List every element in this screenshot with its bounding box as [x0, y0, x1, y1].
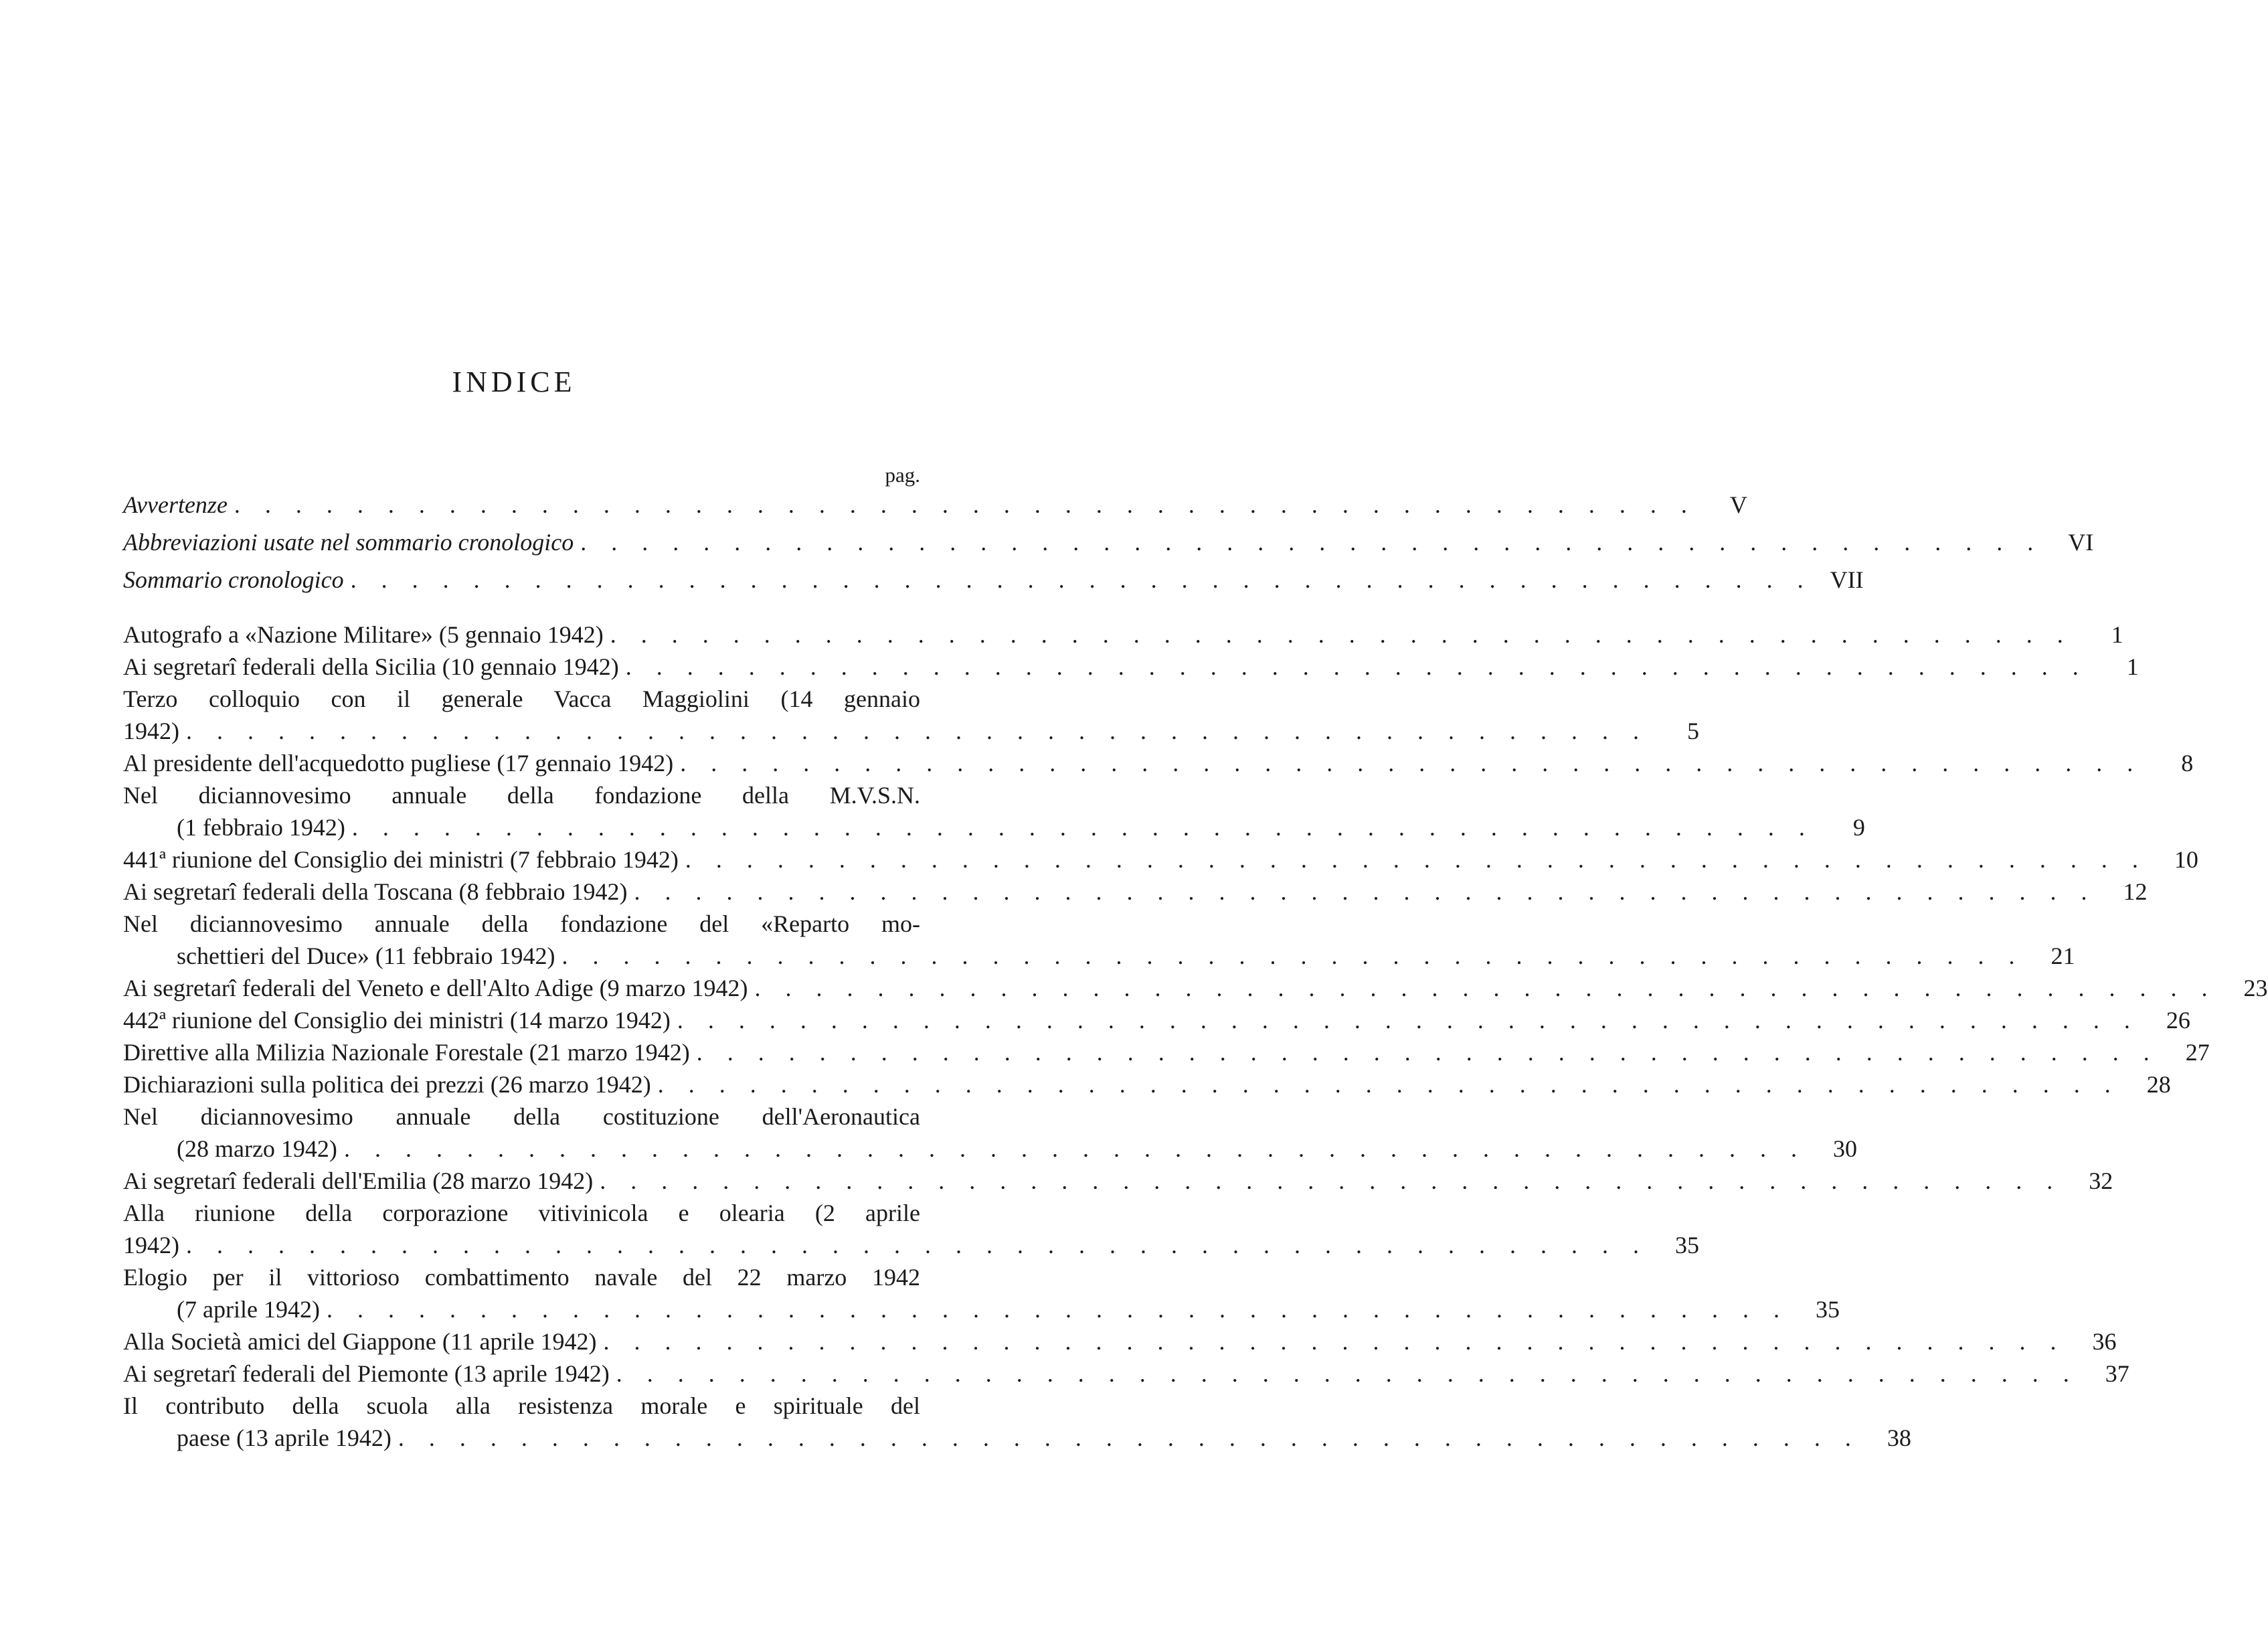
toc-entry-page-number: 36 — [2092, 1328, 2117, 1355]
toc-entry-title: 442ª riunione del Consiglio dei ministri (14 marzo 1942) — [123, 1007, 671, 1034]
toc-entry-title: Al presidente dell'acquedotto pugliese (17 gennaio 1942) — [123, 750, 674, 777]
dot-leader: . . . . . . . . . . . . . . . . . . . . . . . . . . . . . . . . . . . . . . . . . . . . . . . . — [186, 1232, 1648, 1258]
toc-entry — [123, 1261, 1840, 1325]
toc-entry-title: paese (13 aprile 1942) — [177, 1424, 391, 1451]
toc-entry-line — [123, 1422, 1911, 1454]
dot-leader: . . . . . . . . . . . . . . . . . . . . . . . . . . . . . . . . . . . . . . . . . . . . . . . . — [603, 1328, 2066, 1355]
toc-entry — [123, 1165, 2113, 1197]
toc-entry-title: 1942) — [123, 718, 179, 744]
toc-entry-line — [123, 1004, 2190, 1036]
toc-entry-line — [123, 1068, 2171, 1101]
toc-entry-line — [123, 940, 2075, 972]
dot-leader: . . . . . . . . . . . . . . . . . . . . . . . . . . . . . . . . . . . . . . . . . . . . . . . . — [680, 750, 2143, 777]
toc-entry-line — [123, 843, 2198, 876]
toc-entry — [123, 747, 2194, 779]
toc-entry-title: Sommario cronologico — [123, 566, 344, 593]
toc-entry — [123, 683, 1699, 747]
toc-entry-line — [123, 1036, 2210, 1068]
dot-leader: . . . . . . . . . . . . . . . . . . . . . . . . . . . . . . . . . . . . . . . . . . . . . . . . — [696, 1039, 2159, 1066]
dot-leader: . . . . . . . . . . . . . . . . . . . . . . . . . . . . . . . . . . . . . . . . . . . . . . . . — [561, 943, 2024, 969]
toc-entry-page-number: 5 — [1687, 718, 1699, 744]
toc-entry-title: Autografo a «Nazione Militare» (5 gennaio 1942) — [123, 621, 604, 648]
page-title: INDICE — [452, 365, 576, 398]
toc-entry-page-number: 30 — [1832, 1135, 1857, 1162]
toc-entry — [123, 1197, 1699, 1261]
toc-entry-title: schettieri del Duce» (11 febbraio 1942) — [177, 943, 555, 969]
toc-entry-line: Alla riunione della corporazione vitivinicola e olearia (2 aprile — [123, 1200, 920, 1226]
dot-leader: . . . . . . . . . . . . . . . . . . . . . . . . . . . . . . . . . . . . . . . . . . . . . . . . — [754, 975, 2217, 1001]
toc-entry-line — [123, 1165, 2113, 1197]
toc-entry-page-number: 38 — [1887, 1424, 1911, 1451]
toc-entry-title: Dichiarazioni sulla politica dei prezzi (26 marzo 1942) — [123, 1071, 651, 1098]
toc-entry-page-number: V — [1729, 491, 1747, 518]
toc-entry-line: Nel diciannovesimo annuale della fondazione della M.V.S.N. — [123, 782, 920, 809]
toc-entry — [123, 908, 2075, 972]
dot-leader: . . . . . . . . . . . . . . . . . . . . . . . . . . . . . . . . . . . . . . . . . . . . . . . . — [634, 878, 2097, 905]
toc-entry-page-number: 21 — [2051, 943, 2075, 969]
toc-entry-line: Nel diciannovesimo annuale della fondazione del «Reparto mo- — [123, 910, 920, 937]
toc-entry-title: 441ª riunione del Consiglio dei ministri (7 febbraio 1942) — [123, 846, 679, 873]
toc-entry — [123, 564, 1864, 596]
toc-entry-line — [123, 619, 2123, 651]
toc-entry-page-number: 32 — [2089, 1167, 2113, 1194]
toc-entry — [123, 489, 1747, 521]
dot-leader: . . . . . . . . . . . . . . . . . . . . . . . . . . . . . . . . . . . . . . . . . . . . . . . . — [677, 1007, 2140, 1034]
toc-entry-title: Ai segretarî federali dell'Emilia (28 marzo 1942) — [123, 1167, 594, 1194]
toc-entry — [123, 972, 2268, 1004]
toc-entry-page-number: VII — [1830, 566, 1864, 593]
toc-entry — [123, 779, 1865, 843]
toc-entry-page-number: 23 — [2243, 975, 2268, 1001]
toc-entry-page-number: 10 — [2174, 846, 2198, 873]
toc-entry-page-number: 26 — [2166, 1007, 2190, 1034]
dot-leader: . . . . . . . . . . . . . . . . . . . . . . . . . . . . . . . . . . . . . . . . . . . . . . . . — [580, 529, 2043, 556]
toc-entry — [123, 1068, 2171, 1101]
toc-entry-title: 1942) — [123, 1232, 179, 1258]
dot-leader: . . . . . . . . . . . . . . . . . . . . . . . . . . . . . . . . . . . . . . . . . . . . . . . . — [657, 1071, 2120, 1098]
toc-entry — [123, 526, 2094, 558]
toc-entry — [123, 843, 2198, 876]
toc-entry-title: Alla Società amici del Giappone (11 aprile 1942) — [123, 1328, 597, 1355]
toc-entry-line: Elogio per il vittorioso combattimento navale del 22 marzo 1942 — [123, 1264, 920, 1291]
toc-entry-line: Il contributo della scuola alla resistenza morale e spirituale del — [123, 1392, 920, 1419]
toc-entry-line — [123, 715, 1699, 747]
dot-leader: . . . . . . . . . . . . . . . . . . . . . . . . . . . . . . . . . . . . . . . . . . . . . . . . — [616, 1360, 2079, 1387]
dot-leader: . . . . . . . . . . . . . . . . . . . . . . . . . . . . . . . . . . . . . . . . . . . . . . . . — [685, 846, 2148, 873]
toc-entry — [123, 619, 2123, 651]
toc-entry-page-number: 35 — [1675, 1232, 1699, 1258]
toc-entry — [123, 651, 2139, 683]
toc-entry-page-number: VI — [2068, 529, 2094, 556]
dot-leader: . . . . . . . . . . . . . . . . . . . . . . . . . . . . . . . . . . . . . . . . . . . . . . . . — [234, 491, 1696, 518]
toc-entry-line — [123, 811, 1865, 843]
toc-entry — [123, 1390, 1911, 1454]
dot-leader: . . . . . . . . . . . . . . . . . . . . . . . . . . . . . . . . . . . . . . . . . . . . . . . . — [350, 566, 1813, 593]
toc-entry — [123, 876, 2148, 908]
toc-entry-page-number: 35 — [1815, 1296, 1840, 1323]
toc-entry — [123, 1101, 1857, 1165]
page-column-label: pag. — [885, 463, 920, 487]
dot-leader: . . . . . . . . . . . . . . . . . . . . . . . . . . . . . . . . . . . . . . . . . . . . . . . . — [600, 1167, 2063, 1194]
dot-leader: . . . . . . . . . . . . . . . . . . . . . . . . . . . . . . . . . . . . . . . . . . . . . . . . — [343, 1135, 1806, 1162]
toc-entry-line — [123, 1358, 2129, 1390]
dot-leader: . . . . . . . . . . . . . . . . . . . . . . . . . . . . . . . . . . . . . . . . . . . . . . . . — [610, 621, 2073, 648]
toc-entry-page-number: 37 — [2105, 1360, 2129, 1387]
toc-entry — [123, 1325, 2117, 1358]
toc-entry-page-number: 8 — [2181, 750, 2194, 777]
toc-entry-title: (28 marzo 1942) — [177, 1135, 337, 1162]
toc-entry-line — [123, 651, 2139, 683]
toc-entry-title: Ai segretarî federali della Toscana (8 febbraio 1942) — [123, 878, 628, 905]
toc-entry-line — [123, 489, 1747, 521]
toc-entry-line — [123, 526, 2094, 558]
toc-entry-line — [123, 1133, 1857, 1165]
toc-entry-line — [123, 972, 2268, 1004]
toc-entry-title: Ai segretarî federali della Sicilia (10 gennaio 1942) — [123, 653, 619, 680]
dot-leader: . . . . . . . . . . . . . . . . . . . . . . . . . . . . . . . . . . . . . . . . . . . . . . . . — [326, 1296, 1789, 1323]
toc-entry-page-number: 1 — [2111, 621, 2123, 648]
toc-entry-line: Terzo colloquio con il generale Vacca Maggiolini (14 gennaio — [123, 685, 920, 712]
toc-entry-title: Avvertenze — [123, 491, 228, 518]
toc-entry-title: Ai segretarî federali del Veneto e dell'Alto Adige (9 marzo 1942) — [123, 975, 748, 1001]
toc-entry-line — [123, 1325, 2117, 1358]
dot-leader: . . . . . . . . . . . . . . . . . . . . . . . . . . . . . . . . . . . . . . . . . . . . . . . . — [398, 1424, 1860, 1451]
toc-entry-line — [123, 564, 1864, 596]
toc-entry-line — [123, 876, 2148, 908]
dot-leader: . . . . . . . . . . . . . . . . . . . . . . . . . . . . . . . . . . . . . . . . . . . . . . . . — [186, 718, 1648, 744]
toc-entry-page-number: 9 — [1852, 814, 1865, 841]
toc-entry — [123, 1036, 2210, 1068]
toc-entry-title: Direttive alla Milizia Nazionale Forestale (21 marzo 1942) — [123, 1039, 690, 1066]
toc-entry-line — [123, 1293, 1840, 1325]
toc-entry-page-number: 28 — [2146, 1071, 2171, 1098]
toc-entry-page-number: 1 — [2126, 653, 2139, 680]
dot-leader: . . . . . . . . . . . . . . . . . . . . . . . . . . . . . . . . . . . . . . . . . . . . . . . . — [625, 653, 2088, 680]
toc-entry-line — [123, 747, 2194, 779]
toc-entry — [123, 1358, 2129, 1390]
toc-entry-title: Ai segretarî federali del Piemonte (13 aprile 1942) — [123, 1360, 610, 1387]
toc-entry — [123, 1004, 2190, 1036]
toc-entry-title: (1 febbraio 1942) — [177, 814, 345, 841]
toc-entry-line: Nel diciannovesimo annuale della costituzione dell'Aeronautica — [123, 1103, 920, 1130]
toc-entry-title: (7 aprile 1942) — [177, 1296, 320, 1323]
toc-entry-page-number: 27 — [2185, 1039, 2210, 1066]
toc-entry-title: Abbreviazioni usate nel sommario cronologico — [123, 529, 574, 556]
toc-entry-line — [123, 1229, 1699, 1261]
toc-entry-page-number: 12 — [2123, 878, 2148, 905]
dot-leader: . . . . . . . . . . . . . . . . . . . . . . . . . . . . . . . . . . . . . . . . . . . . . . . . — [351, 814, 1814, 841]
